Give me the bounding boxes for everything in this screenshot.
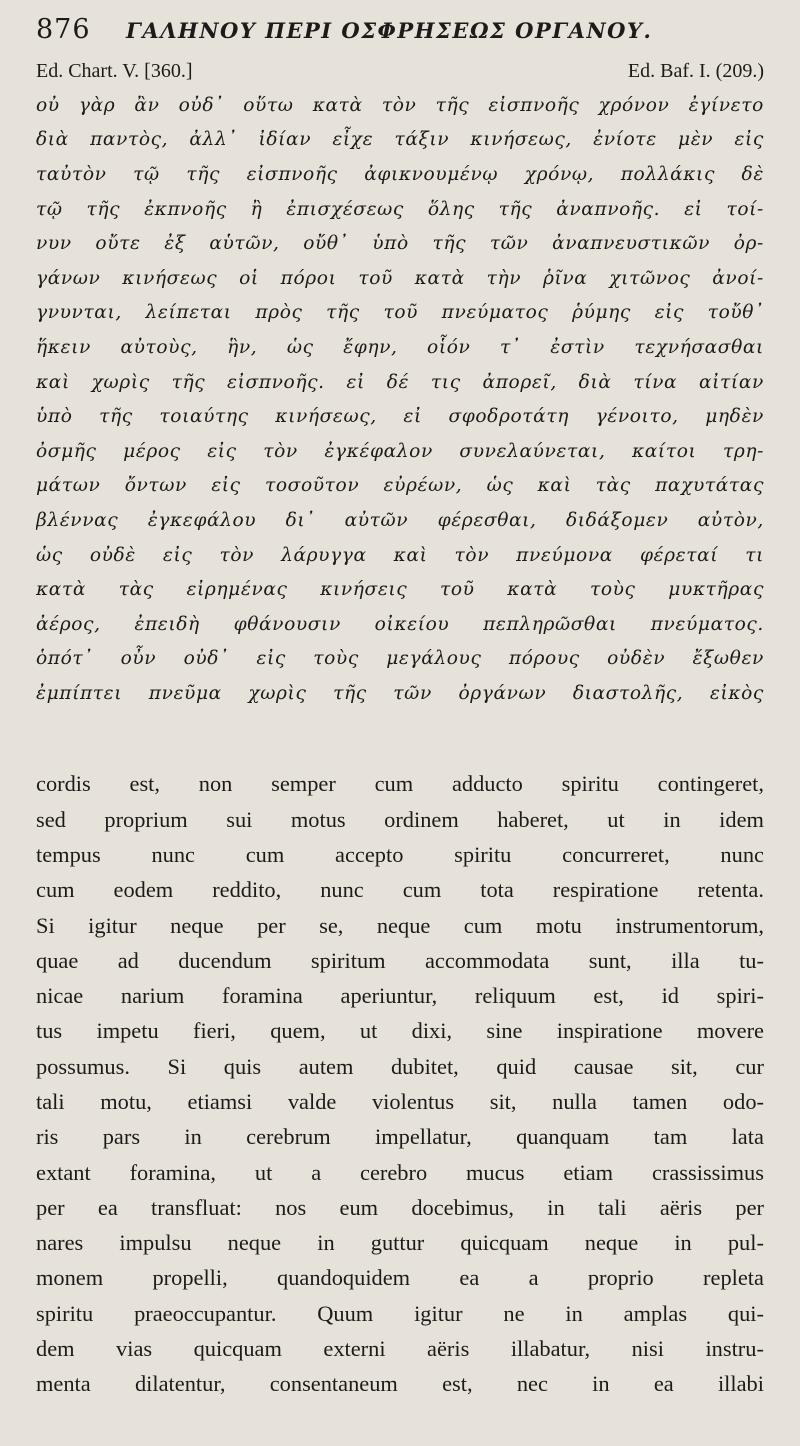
latin-text-line: spiritu praeoccupantur. Quum igitur ne in amplas qui- bbox=[36, 1300, 764, 1326]
latin-text-line: Si igitur neque per se, neque cum motu instrumentorum, bbox=[36, 912, 764, 938]
latin-text-block bbox=[36, 767, 764, 1402]
greek-text-line: καὶ χωρὶς τῆς εἰσπνοῆς. εἰ δέ τις ἀπορεῖ, διὰ τίνα αἰτίαν bbox=[36, 371, 764, 393]
greek-text-line: νυν οὔτε ἐξ αὑτῶν, οὔθ᾽ ὑπὸ τῆς τῶν ἀναπνευστικῶν ὀρ- bbox=[36, 233, 764, 255]
latin-text-line: per ea transfluat: nos eum docebimus, in tali aëris per bbox=[36, 1194, 764, 1220]
greek-text-line: γνυνται, λείπεται πρὸς τῆς τοῦ πνεύματος ῥύμης εἰς τοὔθ᾽ bbox=[36, 302, 764, 324]
latin-text-line: quae ad ducendum spiritum accommodata sunt, illa tu- bbox=[36, 947, 764, 973]
latin-text-line: tali motu, etiamsi valde violentus sit, nulla tamen odo- bbox=[36, 1089, 764, 1114]
greek-text-line: κατὰ τὰς εἰρημένας κινήσεις τοῦ κατὰ τοὺς μυκτῆρας bbox=[36, 579, 764, 601]
latin-text-line: sed proprium sui motus ordinem haberet, ut in idem bbox=[36, 806, 764, 832]
greek-text-line: τῷ τῆς ἐκπνοῆς ἢ ἐπισχέσεως ὅλης τῆς ἀναπνοῆς. εἰ τοί- bbox=[36, 198, 764, 220]
latin-text-line: tempus nunc cum accepto spiritu concurreret, nunc bbox=[36, 841, 764, 867]
greek-text-block bbox=[36, 88, 764, 711]
greek-text-line: γάνων κινήσεως οἱ πόροι τοῦ κατὰ τὴν ῥῖνα χιτῶνος ἀνοί- bbox=[36, 267, 764, 289]
page-number: 876 bbox=[36, 14, 91, 45]
greek-text-line: ἀέρος, ἐπειδὴ φθάνουσιν οἰκείου πεπληρῶσθαι πνεύματος. bbox=[36, 613, 764, 635]
latin-text-line: cum eodem reddito, nunc cum tota respiratione retenta. bbox=[36, 877, 764, 903]
running-head bbox=[36, 14, 764, 58]
greek-text-line: βλέννας ἐγκεφάλου δι᾽ αὐτῶν φέρεσθαι, διδάξομεν αὐτὸν, bbox=[36, 509, 764, 531]
latin-text-line: nicae narium foramina aperiuntur, reliquum est, id spiri- bbox=[36, 983, 764, 1009]
greek-text-line: ἐμπίπτει πνεῦμα χωρὶς τῆς τῶν ὀργάνων διαστολῆς, εἰκὸς bbox=[36, 682, 764, 704]
latin-text-line: monem propelli, quandoquidem ea a proprio repleta bbox=[36, 1265, 764, 1291]
greek-text-line: ὡς οὐδὲ εἰς τὸν λάρυγγα καὶ τὸν πνεύμονα φέρεταί τι bbox=[36, 544, 764, 566]
edition-left: Ed. Chart. V. [360.] bbox=[36, 60, 193, 82]
greek-text-line: ὁπότ᾽ οὖν οὐδ᾽ εἰς τοὺς μεγάλους πόρους οὐδὲν ἔξωθεν bbox=[36, 648, 764, 670]
latin-text-line: extant foramina, ut a cerebro mucus etiam crassissimus bbox=[36, 1159, 764, 1185]
greek-text-line: ὀσμῆς μέρος εἰς τὸν ἐγκέφαλον συνελαύνεται, καίτοι τρη- bbox=[36, 440, 764, 462]
latin-text-line: cordis est, non semper cum adducto spiritu contingeret, bbox=[36, 771, 764, 797]
latin-text-line: menta dilatentur, consentaneum est, nec in ea illabi bbox=[36, 1371, 764, 1397]
latin-text-line: nares impulsu neque in guttur quicquam neque in pul- bbox=[36, 1230, 764, 1256]
running-title: ΓΑΛΗΝΟΥ ΠΕΡΙ ΟΣΦΡΗΣΕΩΣ ΟΡΓΑΝΟΥ. bbox=[126, 18, 653, 43]
latin-text-line: tus impetu fieri, quem, ut dixi, sine inspiratione movere bbox=[36, 1018, 764, 1044]
greek-text-line: μάτων ὄντων εἰς τοσοῦτον εὐρέων, ὡς καὶ τὰς παχυτάτας bbox=[36, 475, 764, 497]
greek-text-line: ἥκειν αὐτοὺς, ἣν, ὡς ἔφην, οἷόν τ᾽ ἐστὶν τεχνήσασθαι bbox=[36, 336, 764, 358]
latin-text-line: ris pars in cerebrum impellatur, quanquam tam lata bbox=[36, 1124, 764, 1150]
greek-text-line: διὰ παντὸς, ἀλλ᾽ ἰδίαν εἶχε τάξιν κινήσεως, ἐνίοτε μὲν εἰς bbox=[36, 129, 764, 151]
latin-text-line: possumus. Si quis autem dubitet, quid causae sit, cur bbox=[36, 1053, 764, 1079]
latin-text-line: dem vias quicquam externi aëris illabatur, nisi instru- bbox=[36, 1336, 764, 1362]
edition-line bbox=[36, 60, 764, 88]
greek-text-line: ταὐτὸν τῷ τῆς εἰσπνοῆς ἀφικνουμένῳ χρόνῳ, πολλάκις δὲ bbox=[36, 163, 764, 185]
greek-text-line: ὑπὸ τῆς τοιαύτης κινήσεως, εἰ σφοδροτάτη γένοιτο, μηδὲν bbox=[36, 406, 764, 428]
edition-right: Ed. Baf. I. (209.) bbox=[627, 60, 764, 82]
greek-text-line: οὐ γὰρ ἂν οὐδ᾽ οὕτω κατὰ τὸν τῆς εἰσπνοῆς χρόνον ἐγίνετο bbox=[36, 94, 764, 116]
